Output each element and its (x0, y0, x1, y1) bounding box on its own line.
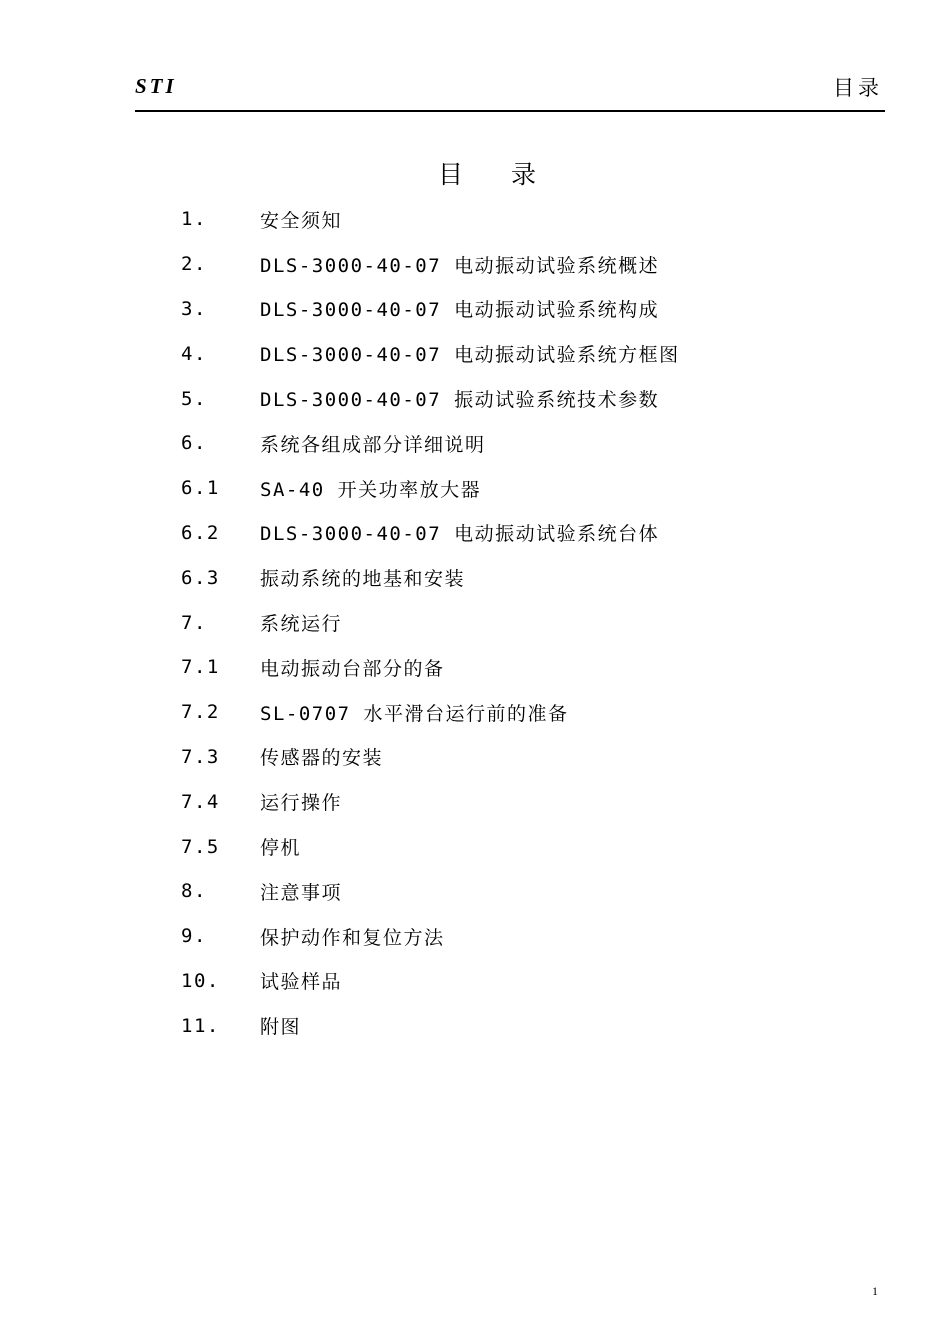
toc-entry-number: 9. (181, 925, 207, 948)
toc-entry-title: SL-0707 水平滑台运行前的准备 (260, 702, 569, 725)
toc-entry-title: DLS-3000-40-07 电动振动试验系统台体 (260, 523, 660, 546)
toc-entry (181, 1003, 881, 1048)
toc-entry (181, 466, 881, 511)
toc-entry-number: 7.3 (181, 745, 220, 768)
toc-entry-title: 传感器的安装 (260, 747, 384, 770)
page-header (135, 66, 885, 112)
page-number: 1 (872, 1284, 878, 1298)
toc-entry (181, 690, 881, 735)
toc-entry-title: DLS-3000-40-07 电动振动试验系统构成 (260, 299, 660, 322)
toc-entry (181, 735, 881, 780)
toc-entry-number: 11. (181, 1014, 220, 1037)
toc-entry-number: 7.1 (181, 656, 220, 679)
toc-title: 目录 (437, 160, 584, 189)
toc-entry-title: 试验样品 (260, 971, 343, 994)
toc-entry-title: 系统运行 (260, 613, 343, 636)
toc-entry-number: 7.5 (181, 835, 220, 858)
toc-entry (181, 914, 881, 959)
toc-entry (181, 600, 881, 645)
toc-list (181, 197, 881, 1048)
toc-entry-title: SA-40 开关功率放大器 (260, 478, 482, 501)
toc-entry-title: 振动系统的地基和安装 (260, 568, 466, 591)
toc-entry-number: 10. (181, 969, 220, 992)
toc-entry (181, 555, 881, 600)
toc-entry-number: 2. (181, 253, 207, 276)
toc-entry-number: 6.2 (181, 521, 220, 544)
toc-entry-number: 6. (181, 432, 207, 455)
toc-entry (181, 197, 881, 242)
toc-entry (181, 824, 881, 869)
toc-entry-number: 3. (181, 297, 207, 320)
toc-entry-title: 附图 (260, 1016, 302, 1039)
toc-entry (181, 287, 881, 332)
toc-entry-title: DLS-3000-40-07 振动试验系统技术参数 (260, 389, 660, 412)
toc-entry-title: 注意事项 (260, 881, 343, 904)
toc-entry (181, 376, 881, 421)
toc-entry-title: 保护动作和复位方法 (260, 926, 445, 949)
toc-entry-title: 停机 (260, 837, 302, 860)
toc-entry-number: 4. (181, 342, 207, 365)
toc-entry-title: DLS-3000-40-07 电动振动试验系统方框图 (260, 344, 680, 367)
toc-entry-title: 运行操作 (260, 792, 343, 815)
toc-entry-title: DLS-3000-40-07 电动振动试验系统概述 (260, 254, 660, 277)
toc-entry-title: 电动振动台部分的备 (260, 657, 445, 680)
toc-entry (181, 645, 881, 690)
toc-entry-number: 7.2 (181, 701, 220, 724)
toc-entry-number: 8. (181, 880, 207, 903)
toc-entry-number: 1. (181, 208, 207, 231)
toc-entry-number: 6.3 (181, 566, 220, 589)
toc-entry (181, 869, 881, 914)
toc-entry-number: 6.1 (181, 477, 220, 500)
toc-entry-number: 5. (181, 387, 207, 410)
toc-entry (181, 779, 881, 824)
header-section-title: 目录 (833, 76, 883, 100)
toc-entry (181, 511, 881, 556)
toc-entry (181, 959, 881, 1004)
toc-entry-number: 7. (181, 611, 207, 634)
toc-entry (181, 421, 881, 466)
header-logo-text: STI (135, 74, 177, 98)
toc-entry-title: 系统各组成部分详细说明 (260, 433, 486, 456)
toc-entry (181, 331, 881, 376)
toc-entry (181, 242, 881, 287)
toc-entry-title: 安全须知 (260, 209, 343, 232)
toc-entry-number: 7.4 (181, 790, 220, 813)
